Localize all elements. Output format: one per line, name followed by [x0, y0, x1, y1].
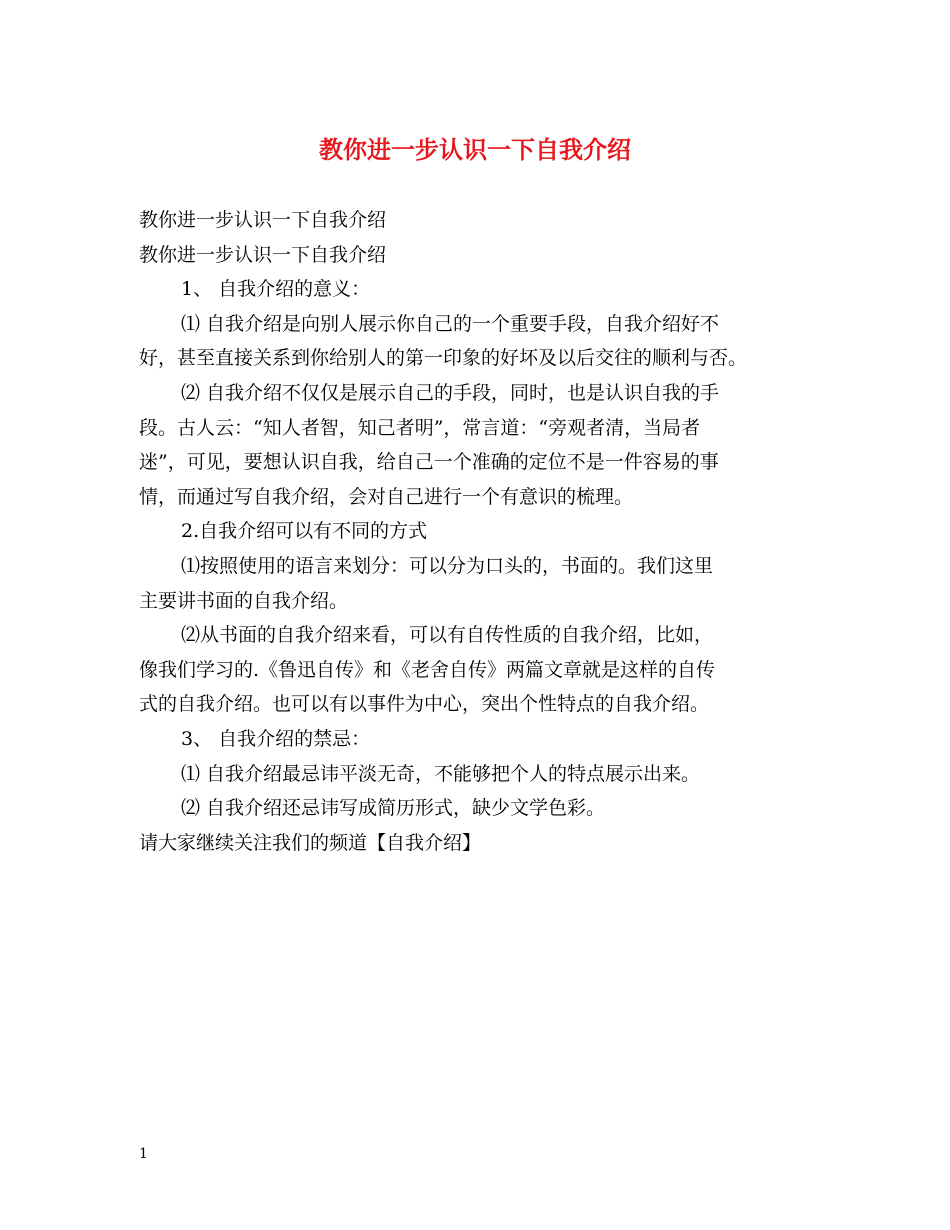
section-heading: 3、 自我介绍的禁忌：: [181, 727, 371, 750]
paragraph-line: 像我们学习的.《鲁迅自传》和《老舍自传》两篇文章就是这样的自传: [139, 658, 716, 681]
paragraph-line: ⑵从书面的自我介绍来看，可以有自传性质的自我介绍，比如，: [181, 624, 714, 647]
paragraph-line: 教你进一步认识一下自我介绍: [139, 243, 387, 266]
document-title: 教你进一步认识一下自我介绍: [319, 136, 631, 164]
section-heading: 2.自我介绍可以有不同的方式: [181, 520, 428, 543]
paragraph-line: 主要讲书面的自我介绍。: [139, 589, 349, 612]
section-heading: 1、 自我介绍的意义：: [181, 278, 371, 301]
paragraph-line: 式的自我介绍。也可以有以事件为中心，突出个性特点的自我介绍。: [139, 693, 710, 716]
closing-line: 请大家继续关注我们的频道【自我介绍】: [139, 831, 482, 854]
page-number: 1: [139, 1146, 148, 1162]
paragraph-line: ⑵ 自我介绍不仅仅是展示自己的手段，同时，也是认识自我的手: [181, 381, 720, 404]
paragraph-line: ⑴ 自我介绍最忌讳平淡无奇，不能够把个人的特点展示出来。: [181, 762, 701, 785]
paragraph-line: ⑴ 自我介绍是向别人展示你自己的一个重要手段，自我介绍好不: [181, 312, 720, 335]
paragraph-line: 情，而通过写自我介绍，会对自己进行一个有意识的梳理。: [139, 485, 634, 508]
paragraph-line: 教你进一步认识一下自我介绍: [139, 209, 387, 231]
paragraph-line: ⑴按照使用的语言来划分：可以分为口头的，书面的。我们这里: [181, 554, 714, 577]
paragraph-line: 迷”，可见，要想认识自我，给自己一个准确的定位不是一件容易的事: [139, 451, 719, 474]
paragraph-line: 好，甚至直接关系到你给别人的第一印象的好坏及以后交往的顺利与否。: [139, 347, 748, 370]
document-body: [139, 203, 819, 860]
paragraph-line: ⑵ 自我介绍还忌讳写成简历形式，缺少文学色彩。: [181, 797, 606, 820]
paragraph-line: 段。古人云：“知人者智，知己者明”，常言道：“旁观者清，当局者: [139, 416, 701, 439]
